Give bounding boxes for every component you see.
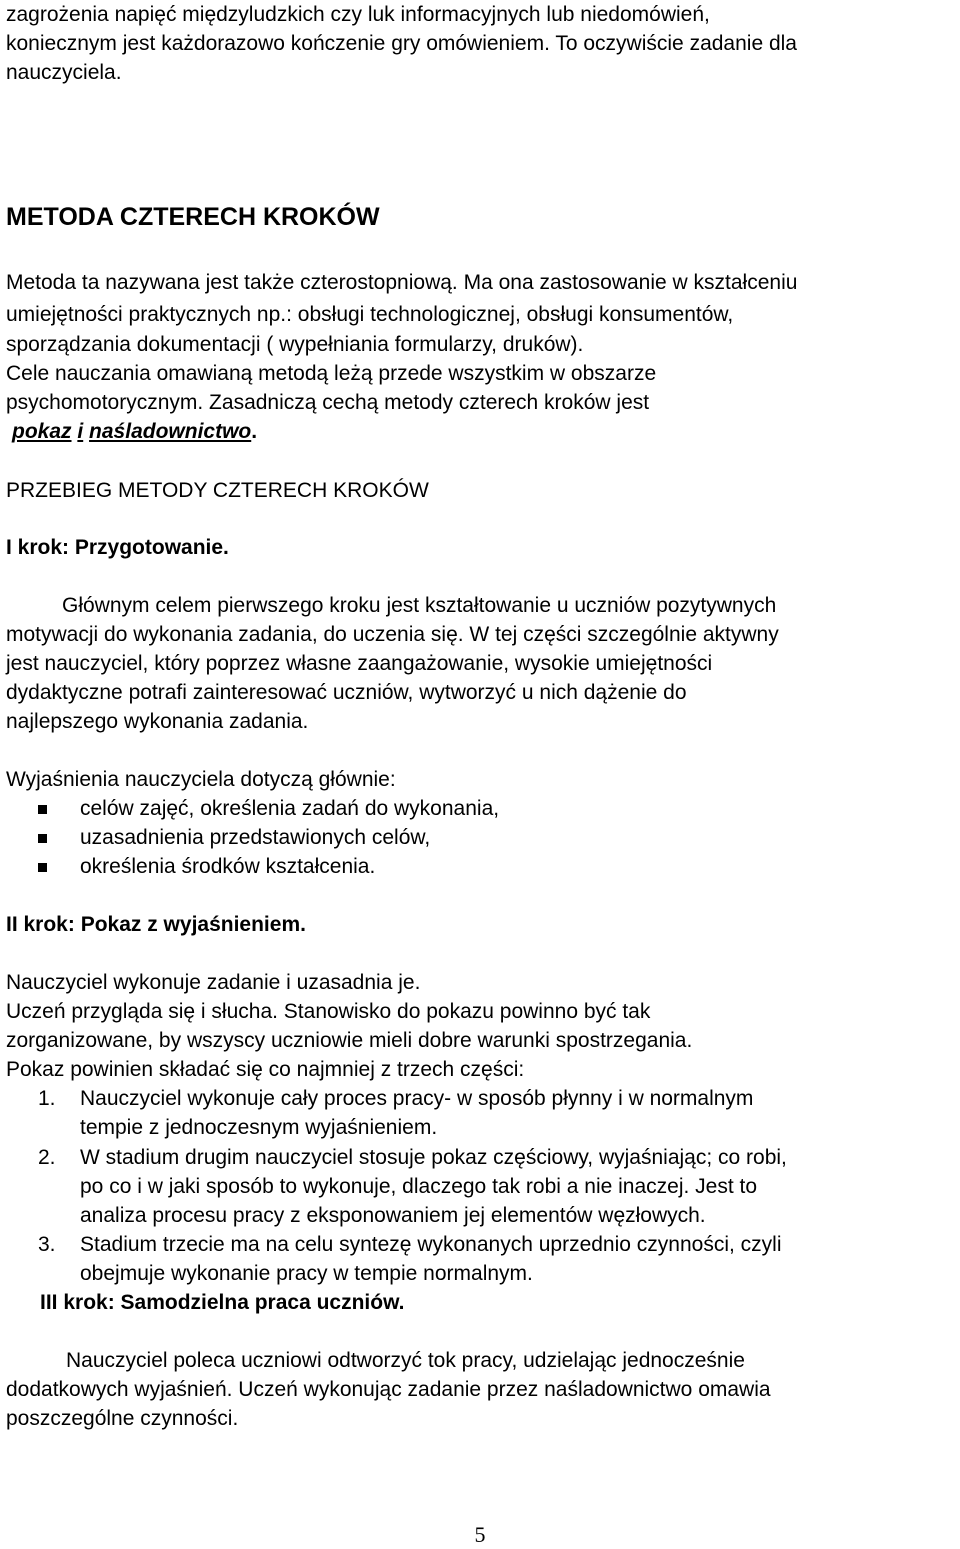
- step1-line-1: Głównym celem pierwszego kroku jest kształtowanie u uczniów pozytywnych: [62, 594, 777, 617]
- list-number: 1.: [38, 1087, 56, 1110]
- emphasis-line: [12, 417, 257, 446]
- step2-line-3: zorganizowane, by wszyscy uczniowie mieli dobre warunki spostrzegania.: [6, 1029, 693, 1052]
- bullet-item: uzasadnienia przedstawionych celów,: [80, 826, 431, 849]
- emphasis-pokaz: pokaz: [12, 420, 72, 443]
- step3-title: III krok: Samodzielna praca uczniów.: [40, 1291, 405, 1314]
- step1-line-4: dydaktyczne potrafi zainteresować uczniów, wytworzyć u nich dążenie do: [6, 681, 687, 704]
- description-line-3: sporządzania dokumentacji ( wypełniania formularzy, druków).: [6, 333, 584, 356]
- process-title: PRZEBIEG METODY CZTERECH KROKÓW: [6, 479, 429, 502]
- list-item-text: Stadium trzecie ma na celu syntezę wykonanych uprzednio czynności, czyli: [80, 1233, 782, 1256]
- intro-line-2: koniecznym jest każdorazowo kończenie gry omówieniem. To oczywiście zadanie dla: [6, 32, 797, 55]
- step1-list-intro: Wyjaśnienia nauczyciela dotyczą głównie:: [6, 768, 396, 791]
- bullet-square-icon: [38, 834, 47, 843]
- bullet-square-icon: [38, 863, 47, 872]
- step3-line-1: Nauczyciel poleca uczniowi odtworzyć tok pracy, udzielając jednocześnie: [66, 1349, 745, 1372]
- list-item-text: tempie z jednoczesnym wyjaśnieniem.: [80, 1116, 438, 1139]
- emphasis-end: .: [251, 420, 258, 443]
- list-item-text: analiza procesu pracy z eksponowaniem jej elementów węzłowych.: [80, 1204, 706, 1227]
- section-title: METODA CZTERECH KROKÓW: [6, 203, 380, 231]
- description-line-5: psychomotorycznym. Zasadniczą cechą metody czterech kroków jest: [6, 391, 650, 414]
- step2-line-4: Pokaz powinien składać się co najmniej z trzech części:: [6, 1058, 525, 1081]
- list-item-text: W stadium drugim nauczyciel stosuje pokaz częściowy, wyjaśniając; co robi,: [80, 1146, 787, 1169]
- list-number: 2.: [38, 1146, 56, 1169]
- step1-line-3: jest nauczyciel, który poprzez własne zaangażowanie, wysokie umiejętności: [6, 652, 713, 675]
- intro-line-1: zagrożenia napięć międzyludzkich czy luk informacyjnych lub niedomówień,: [6, 3, 710, 26]
- step1-line-2: motywacji do wykonania zadania, do uczenia się. W tej części szczególnie aktywny: [6, 623, 779, 646]
- bullet-square-icon: [38, 805, 47, 814]
- page-number: 5: [474, 1522, 486, 1547]
- step2-line-1: Nauczyciel wykonuje zadanie i uzasadnia je.: [6, 971, 421, 994]
- description-line-1: Metoda ta nazywana jest także czterostopniową. Ma ona zastosowanie w kształceniu: [6, 271, 798, 294]
- emphasis-join: i: [77, 420, 84, 443]
- list-item-text: obejmuje wykonanie pracy w tempie normalnym.: [80, 1262, 533, 1285]
- intro-line-3: nauczyciela.: [6, 61, 122, 84]
- step1-line-5: najlepszego wykonania zadania.: [6, 710, 309, 733]
- step3-line-2: dodatkowych wyjaśnień. Uczeń wykonując zadanie przez naśladownictwo omawia: [6, 1378, 771, 1401]
- description-line-2: umiejętności praktycznych np.: obsługi technologicznej, obsługi konsumentów,: [6, 303, 734, 326]
- bullet-item: określenia środków kształcenia.: [80, 855, 376, 878]
- step3-line-3: poszczególne czynności.: [6, 1407, 239, 1430]
- bullet-item: celów zajęć, określenia zadań do wykonania,: [80, 797, 500, 820]
- list-item-text: Nauczyciel wykonuje cały proces pracy- w sposób płynny i w normalnym: [80, 1087, 754, 1110]
- list-item-text: po co i w jaki sposób to wykonuje, dlaczego tak robi a nie inaczej. Jest to: [80, 1175, 758, 1198]
- step1-title: I krok: Przygotowanie.: [6, 536, 229, 559]
- list-number: 3.: [38, 1233, 56, 1256]
- step2-line-2: Uczeń przygląda się i słucha. Stanowisko do pokazu powinno być tak: [6, 1000, 651, 1023]
- description-line-4: Cele nauczania omawianą metodą leżą przede wszystkim w obszarze: [6, 362, 657, 385]
- emphasis-naśladownictwo: naśladownictwo: [89, 420, 252, 443]
- step2-title: II krok: Pokaz z wyjaśnieniem.: [6, 913, 306, 936]
